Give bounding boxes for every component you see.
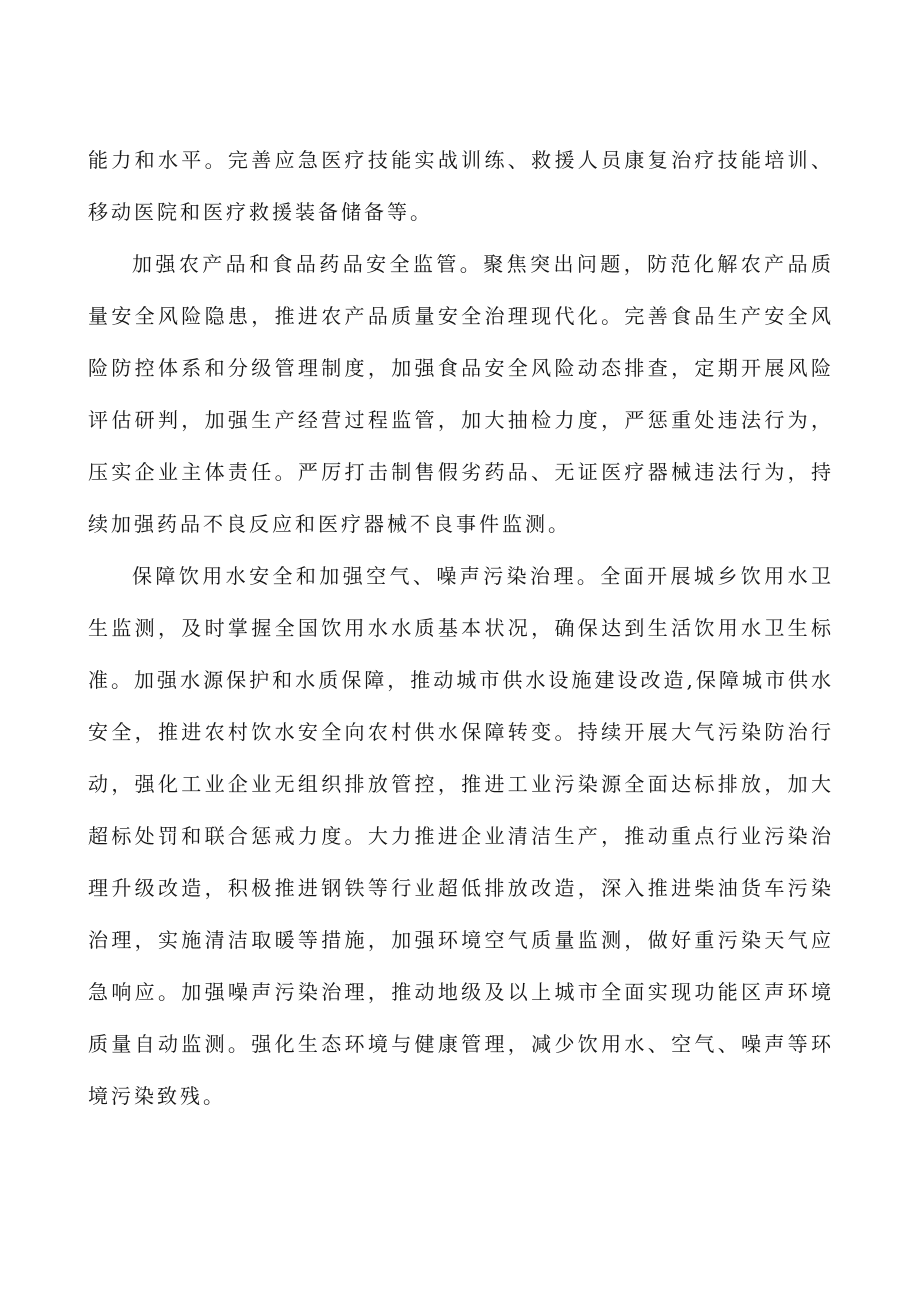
text-line: 加强农产品和食品药品安全监管。聚焦突出问题，防范化解农产品质 <box>132 252 834 276</box>
text-line: 境污染致残。 <box>88 1084 226 1108</box>
text-line: 压实企业主体责任。严厉打击制售假劣药品、无证医疗器械违法行为，持 <box>88 460 834 484</box>
text-line: 急响应。加强噪声污染治理，推动地级及以上城市全面实现功能区声环境 <box>88 980 834 1004</box>
paragraph-food-drug-safety <box>88 238 834 550</box>
text-line: 量安全风险隐患，推进农产品质量安全治理现代化。完善食品生产安全风 <box>88 304 834 328</box>
text-line: 能力和水平。完善应急医疗技能实战训练、救援人员康复治疗技能培训、 <box>88 148 834 172</box>
text-line: 安全，推进农村饮水安全向农村供水保障转变。持续开展大气污染防治行 <box>88 720 834 744</box>
text-line: 准。加强水源保护和水质保障，推动城市供水设施建设改造,保障城市供水 <box>88 668 834 692</box>
text-line: 治理，实施清洁取暖等措施，加强环境空气质量监测，做好重污染天气应 <box>88 928 834 952</box>
text-line: 移动医院和医疗救援装备储备等。 <box>88 200 433 224</box>
text-line: 险防控体系和分级管理制度，加强食品安全风险动态排查，定期开展风险 <box>88 356 834 380</box>
text-line: 保障饮用水安全和加强空气、噪声污染治理。全面开展城乡饮用水卫 <box>132 564 834 588</box>
text-line: 理升级改造，积极推进钢铁等行业超低排放改造，深入推进柴油货车污染 <box>88 876 834 900</box>
text-line: 动，强化工业企业无组织排放管控，推进工业污染源全面达标排放，加大 <box>88 772 834 796</box>
text-line: 质量自动监测。强化生态环境与健康管理，减少饮用水、空气、噪声等环 <box>88 1032 834 1056</box>
paragraph-medical-rescue-continuation <box>88 134 834 238</box>
text-line: 生监测，及时掌握全国饮用水水质基本状况，确保达到生活饮用水卫生标 <box>88 616 834 640</box>
text-line: 评估研判，加强生产经营过程监管，加大抽检力度，严惩重处违法行为， <box>88 408 834 432</box>
paragraph-water-air-noise <box>88 550 834 1122</box>
text-line: 超标处罚和联合惩戒力度。大力推进企业清洁生产，推动重点行业污染治 <box>88 824 834 848</box>
document-page <box>88 134 834 1122</box>
text-line: 续加强药品不良反应和医疗器械不良事件监测。 <box>88 512 571 536</box>
